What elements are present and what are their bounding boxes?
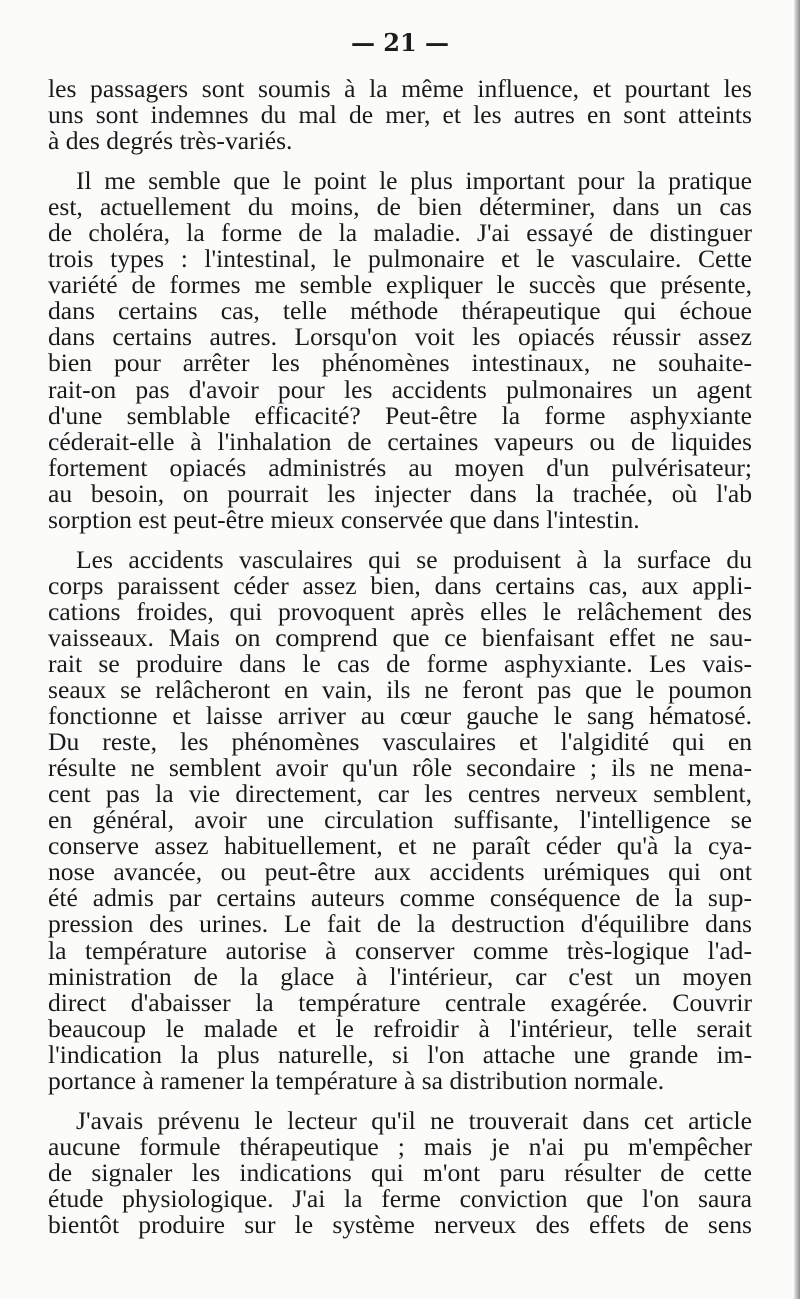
text-line: fonctionne et laisse arriver au cœur gauche le sang hématosé. — [48, 701, 752, 731]
text-line: de choléra, la forme de la maladie. J'ai essayé de distinguer — [48, 218, 752, 248]
text-line: cations froides, qui provoquent après elles le relâchement des — [48, 596, 752, 626]
text-line: bientôt produire sur le système nerveux des effets de sens — [48, 1209, 752, 1239]
text-line: céderait-elle à l'inhalation de certaines vapeurs ou de liquides — [48, 426, 752, 456]
text-line: dans certains cas, telle méthode thérapeutique qui échoue — [48, 296, 752, 326]
text-line: Les accidents vasculaires qui se produisent à la surface du — [76, 544, 752, 574]
text-line: les passagers sont soumis à la même influence, et pourtant les — [48, 74, 752, 103]
text-line: la température autorise à conserver comme très-logique l'ad- — [48, 935, 752, 965]
page-edge-shadow — [794, 0, 800, 1299]
text-line: variété de formes me semble expliquer le succès que présente, — [48, 270, 752, 300]
text-line: ministration de la glace à l'intérieur, car c'est un moyen — [48, 961, 752, 991]
text-line: étude physiologique. J'ai la ferme conviction que l'on saura — [48, 1183, 752, 1213]
text-line: rait se produire dans le cas de forme asphyxiante. Les vais- — [48, 648, 752, 678]
text-line: d'une semblable efficacité? Peut-être la forme asphyxiante — [48, 400, 752, 430]
text-line: résulte ne semblent avoir qu'un rôle secondaire ; ils ne mena- — [48, 753, 752, 783]
text-line: sorption est peut-être mieux conservée que dans l'intestin. — [48, 504, 640, 534]
text-line: l'indication la plus naturelle, si l'on attache une grande im- — [48, 1039, 752, 1069]
text-line: été admis par certains auteurs comme conséquence de la sup- — [48, 883, 752, 913]
text-line: bien pour arrêter les phénomènes intestinaux, ne souhaite- — [48, 348, 752, 378]
text-line: Du reste, les phénomènes vasculaires et l'algidité qui en — [48, 727, 752, 757]
text-line: pression des urines. Le fait de la destruction d'équilibre dans — [48, 909, 752, 939]
text-line: de signaler les indications qui m'ont paru résulter de cette — [48, 1157, 752, 1187]
text-line: J'avais prévenu le lecteur qu'il ne trouverait dans cet article — [76, 1105, 752, 1135]
text-line: aucune formule thérapeutique ; mais je n'ai pu m'empêcher — [48, 1131, 752, 1161]
text-line: conserve assez habituellement, et ne paraît céder qu'à la cya- — [48, 831, 752, 861]
text-line: à des degrés très-variés. — [48, 126, 293, 156]
text-line: nose avancée, ou peut-être aux accidents urémiques qui ont — [48, 857, 752, 887]
text-line: direct d'abaisser la température centrale exagérée. Couvrir — [48, 987, 752, 1017]
text-line: est, actuellement du moins, de bien déterminer, dans un cas — [48, 192, 752, 222]
text-line: uns sont indemnes du mal de mer, et les autres en sont atteints — [48, 100, 752, 130]
page-body-text — [48, 76, 752, 1238]
text-line: beaucoup le malade et le refroidir à l'intérieur, telle serait — [48, 1013, 752, 1043]
text-line: dans certains autres. Lorsqu'on voit les opiacés réussir assez — [48, 322, 752, 352]
text-line: seaux se relâcheront en vain, ils ne feront pas que le poumon — [48, 675, 752, 705]
text-line: portance à ramener la température à sa distribution normale. — [48, 1065, 665, 1095]
text-line: cent pas la vie directement, car les centres nerveux semblent, — [48, 779, 752, 809]
page-number: — 21 — — [350, 28, 450, 57]
text-line: corps paraissent céder assez bien, dans certains cas, aux appli- — [48, 570, 752, 600]
text-line: en général, avoir une circulation suffisante, l'intelligence se — [48, 805, 752, 835]
text-line: vaisseaux. Mais on comprend que ce bienfaisant effet ne sau- — [48, 622, 752, 652]
text-line: rait-on pas d'avoir pour les accidents pulmonaires un agent — [48, 374, 752, 404]
text-line: fortement opiacés administrés au moyen d'un pulvérisateur; — [48, 452, 752, 482]
text-line: trois types : l'intestinal, le pulmonaire et le vasculaire. Cette — [48, 244, 752, 274]
text-line: au besoin, on pourrait les injecter dans la trachée, où l'ab — [48, 478, 752, 508]
text-line: Il me semble que le point le plus important pour la pratique — [76, 166, 752, 196]
